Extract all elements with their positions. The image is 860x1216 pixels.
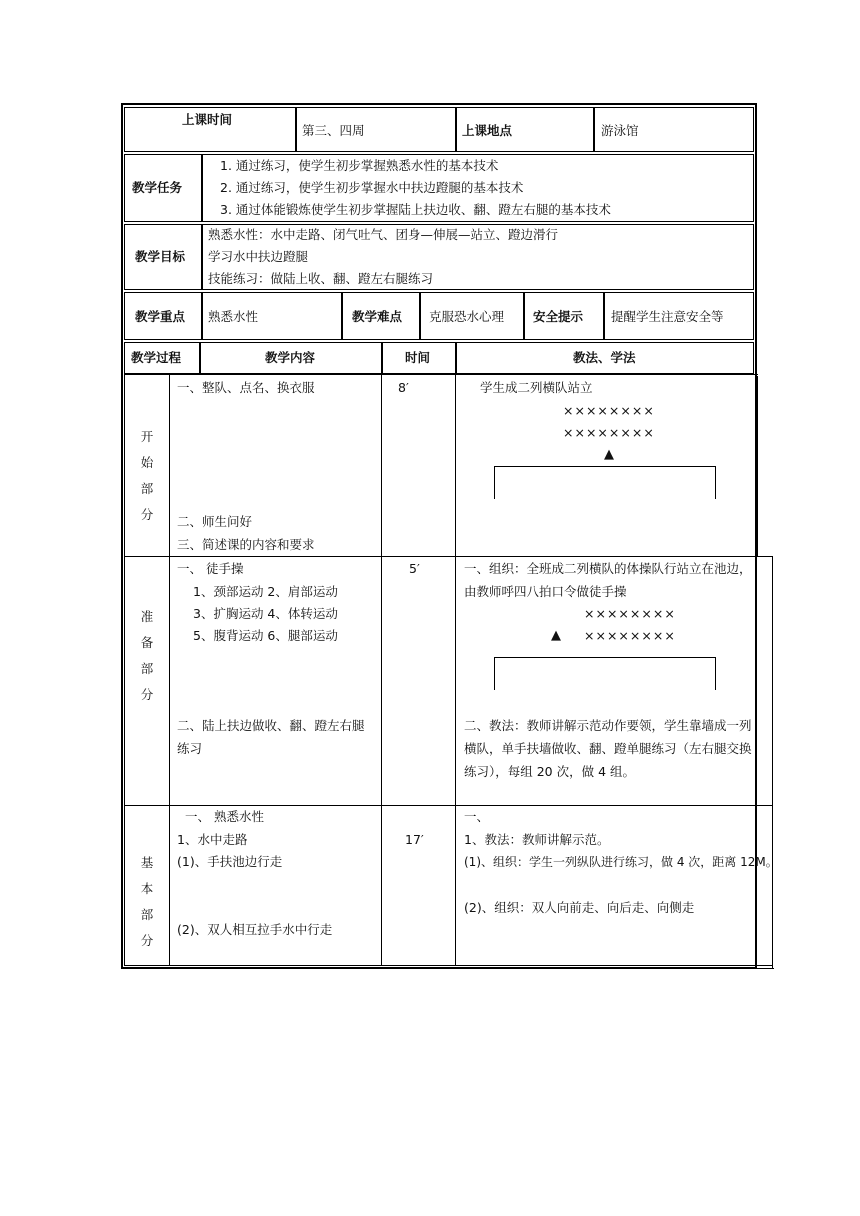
method-line: 由教师呼四八拍口令做徒手操: [464, 584, 627, 599]
goal-item: 学习水中扶边蹬腿: [208, 249, 309, 264]
grid-line: [772, 556, 773, 968]
difficult-value: 克服恐水心理: [429, 309, 505, 324]
process-header: 教学过程: [131, 350, 182, 365]
key-label: 教学重点: [135, 309, 186, 324]
place-value: 游泳馆: [601, 123, 639, 138]
content-line: 二、师生问好: [177, 514, 253, 529]
goals-label: 教学目标: [135, 249, 186, 264]
time-value: 8′: [398, 380, 409, 395]
content-line: 二、陆上扶边做收、翻、蹬左右腿: [177, 718, 365, 733]
safety-value: 提醒学生注意安全等: [611, 309, 724, 324]
content-line: 1、颈部运动 2、肩部运动: [193, 584, 338, 599]
grid-line: [122, 968, 774, 969]
teacher-marker: ▲: [604, 447, 614, 462]
task-item: 2. 通过练习，使学生初步掌握水中扶边蹬腿的基本技术: [220, 180, 524, 195]
content-line: (2)、双人相互拉手水中行走: [177, 922, 333, 937]
method-line: 1、教法：教师讲解示范。: [464, 832, 610, 847]
task-item: 1. 通过练习，使学生初步掌握熟悉水性的基本技术: [220, 158, 499, 173]
method-header: 教法、学法: [573, 350, 636, 365]
tasks-label: 教学任务: [132, 180, 183, 195]
pool-edge: [494, 466, 495, 499]
formation-row: ××××××××: [563, 425, 655, 440]
pool-edge: [494, 657, 716, 658]
section-label-basic: 基本部分: [140, 855, 154, 948]
content-line: 三、简述课的内容和要求: [177, 537, 315, 552]
key-value: 熟悉水性: [208, 309, 259, 324]
time-header: 时间: [405, 350, 431, 365]
method-line: 学生成二列横队站立: [480, 380, 593, 395]
method-line: (1)、组织：学生一列纵队进行练习，做 4 次，距离 12M。: [464, 855, 778, 869]
content-line: 一、整队、点名、换衣服: [177, 380, 315, 395]
time-label: 上课时间: [182, 112, 233, 127]
time-value: 5′: [409, 561, 420, 576]
content-line: (1)、手扶池边行走: [177, 854, 283, 869]
pool-edge: [494, 466, 716, 467]
formation-row: ××××××××: [584, 606, 676, 621]
grid-line: [124, 965, 773, 966]
goal-item: 熟悉水性：水中走路、闭气吐气、团身—伸展—站立、蹬边滑行: [208, 227, 559, 242]
grid-line: [381, 374, 382, 966]
grid-line: [124, 805, 773, 806]
content-line: 一、 熟悉水性: [185, 809, 264, 824]
method-line: 横队，单手扶墙做收、翻、蹬单腿练习（左右腿交换: [464, 741, 752, 756]
content-line: 3、扩胸运动 4、体转运动: [193, 606, 338, 621]
content-line: 1、水中走路: [177, 832, 248, 847]
pool-edge: [715, 466, 716, 499]
method-line: 二、教法：教师讲解示范动作要领，学生靠墙成一列: [464, 718, 752, 733]
time-value: 第三、四周: [302, 123, 365, 138]
grid-line: [124, 374, 758, 375]
grid-line: [124, 556, 773, 557]
content-line: 练习: [177, 741, 203, 756]
pool-edge: [494, 657, 495, 690]
difficult-label: 教学难点: [352, 309, 403, 324]
grid-line: [124, 374, 125, 966]
content-header: 教学内容: [265, 350, 316, 365]
teacher-marker: ▲: [551, 628, 561, 643]
goal-item: 技能练习：做陆上收、翻、蹬左右腿练习: [208, 271, 434, 286]
time-value: 17′: [405, 832, 424, 847]
content-line: 一、 徒手操: [177, 561, 244, 576]
method-line: 一、组织：全班成二列横队的体操队行站立在池边，: [464, 561, 752, 576]
grid-line: [455, 374, 456, 966]
place-label: 上课地点: [462, 123, 513, 138]
pool-edge: [715, 657, 716, 690]
content-line: 5、腹背运动 6、腿部运动: [193, 628, 338, 643]
section-label-prep: 准备部分: [140, 609, 154, 702]
grid-line: [757, 376, 758, 556]
method-line: 一、: [464, 809, 490, 824]
formation-row: ××××××××: [563, 403, 655, 418]
formation-row: ××××××××: [584, 628, 676, 643]
task-item: 3. 通过体能锻炼使学生初步掌握陆上扶边收、翻、蹬左右腿的基本技术: [220, 202, 611, 217]
section-label-start: 开始部分: [140, 429, 154, 522]
method-line: (2)、组织：双人向前走、向后走、向侧走: [464, 900, 695, 915]
method-line: 练习），每组 20 次，做 4 组。: [464, 764, 636, 779]
safety-label: 安全提示: [533, 309, 584, 324]
grid-line: [169, 374, 170, 966]
